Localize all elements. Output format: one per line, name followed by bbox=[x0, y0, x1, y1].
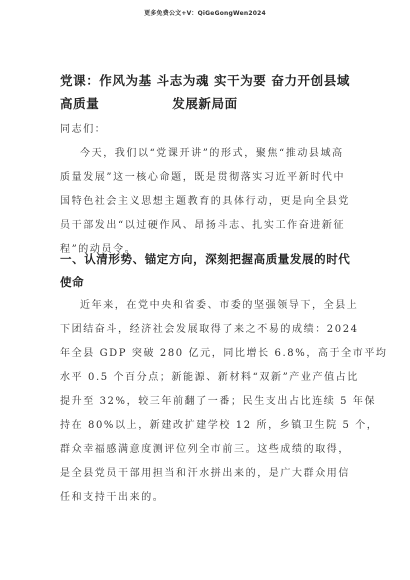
paragraph-line: 群众幸福感满意度测评位列全市前三。这些成绩的取得， bbox=[60, 444, 350, 455]
intro-line: 质量发展”这一核心命题，既是贯彻落实习近平新时代中 bbox=[60, 172, 346, 183]
paragraph-line: 持在 80%以上，新建改扩建学校 12 所，乡镇卫生院 5 个， bbox=[60, 420, 379, 431]
paragraph-line: 是全县党员干部用担当和汗水拼出来的，是广大群众用信 bbox=[60, 468, 350, 479]
intro-line: 今天，我们以“党课开讲”的形式，聚焦“推动县域高 bbox=[80, 148, 344, 159]
doc-title-line-1: 党课：作风为基 斗志为魂 实干为要 奋力开创县域高质量 bbox=[60, 73, 350, 111]
section-heading-line-2: 使命 bbox=[60, 275, 85, 289]
paragraph-line: 下团结奋斗，经济社会发展取得了来之不易的成绩：2024 bbox=[60, 324, 359, 335]
paragraph-line: 任和支持干出来的。 bbox=[60, 492, 165, 503]
header-note: 更多免费公文+V：QiGeGongWen2024 bbox=[144, 10, 266, 17]
paragraph-line: 年全县 GDP 突破 280 亿元，同比增长 6.8%，高于全市平均 bbox=[60, 348, 388, 359]
intro-line: 国特色社会主义思想主题教育的具体行动，更是向全县党 bbox=[60, 196, 350, 207]
salutation: 同志们： bbox=[60, 124, 107, 135]
intro-line: 员干部发出“以过硬作风、昂扬斗志、扎实工作奋进新征 bbox=[60, 220, 346, 231]
paragraph-line: 水平 0.5 个百分点；新能源、新材料“双新”产业产值占比 bbox=[60, 372, 359, 383]
intro-line: 程”的动员令。 bbox=[60, 244, 137, 255]
section-heading-line-1: 一、认清形势、锚定方向，深刻把握高质量发展的时代 bbox=[60, 252, 351, 266]
paragraph-line: 提升至 32%，较三年前翻了一番；民生支出占比连续 5 年保 bbox=[60, 396, 377, 407]
paragraph-line: 近年来，在党中央和省委、市委的坚强领导下，全县上 bbox=[80, 300, 359, 311]
doc-title-line-2: 发展新局面 bbox=[172, 96, 238, 111]
